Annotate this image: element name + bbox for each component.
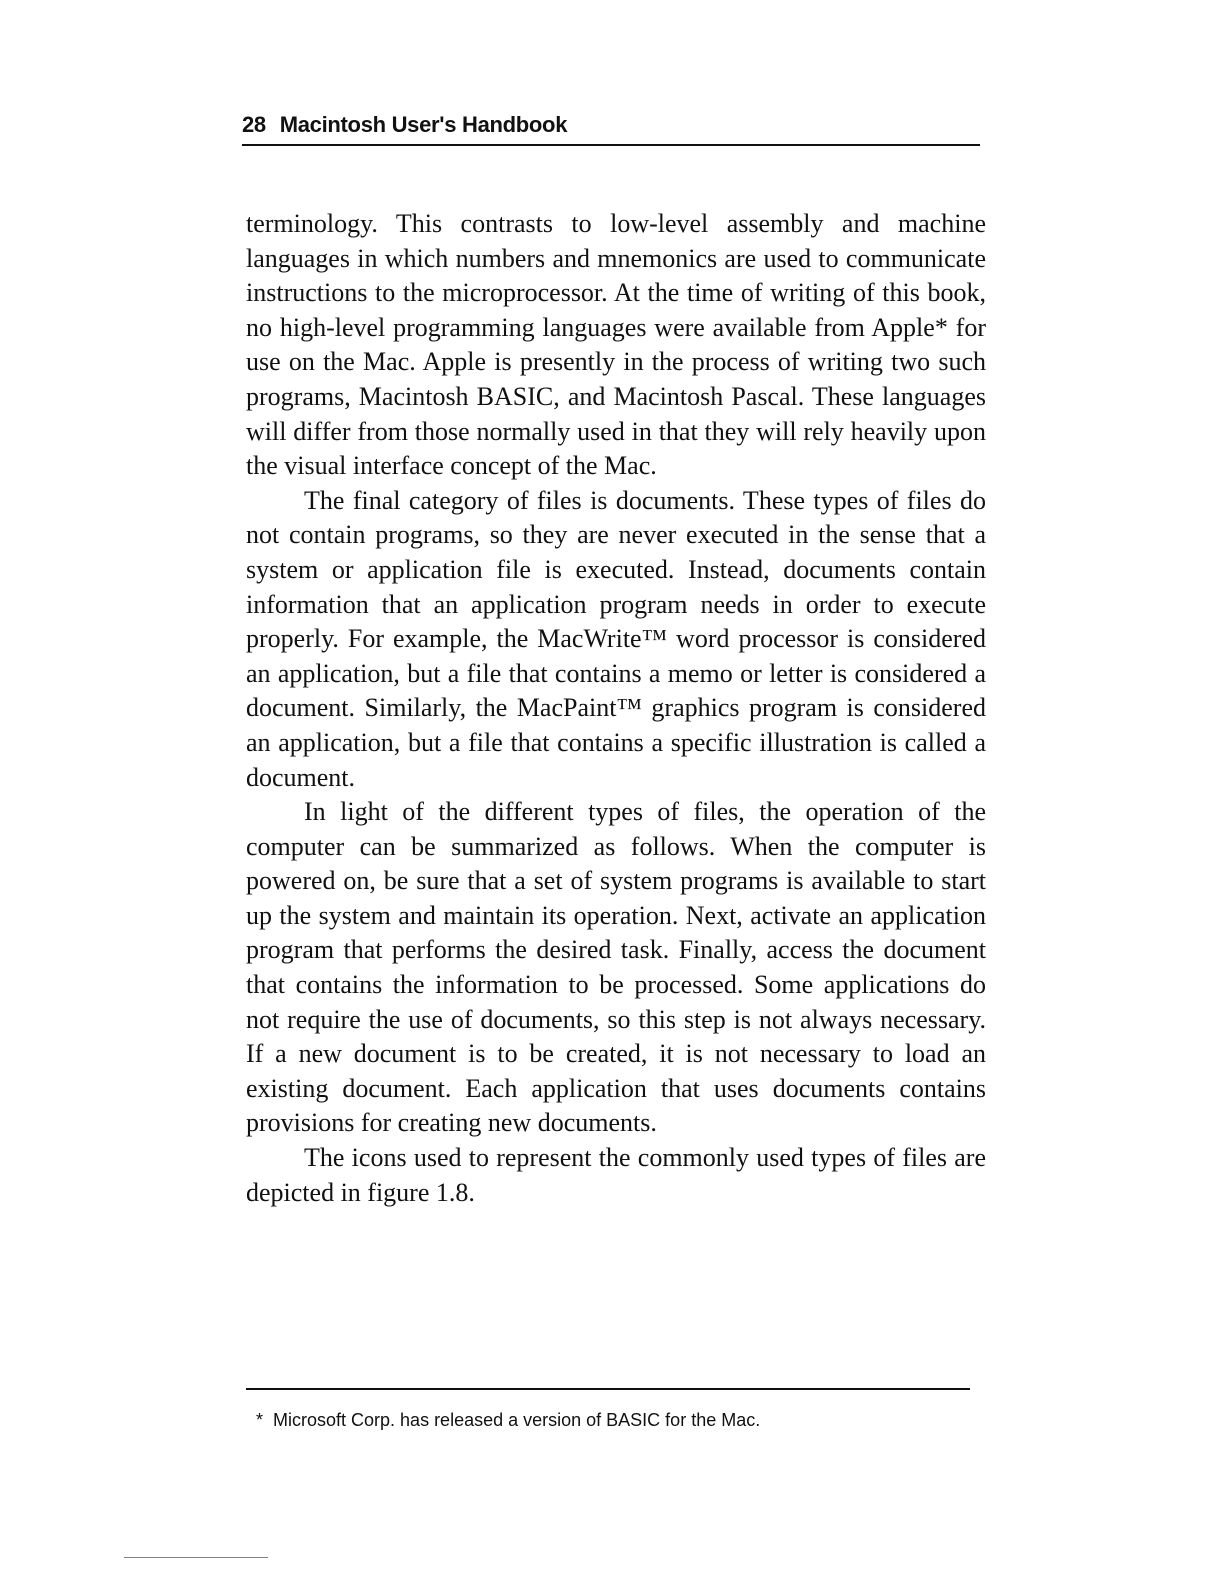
paragraph-documents: The final category of files is documents. These types of files do not contain programs, so they are never executed in the sense that a system or application file is executed. Instead, documents contain information that an application program needs in order to execute properly. For example, the MacWrite™ word processor is considered an application, but a file that contains a memo or letter is considered a document. Similarly, the MacPaint™ graphics program is considered an application, but a file that contains a specific illustration is called a document.: [246, 485, 986, 792]
scan-edge-line: [124, 1557, 268, 1558]
paragraph-icons: The icons used to represent the commonly used types of files are depicted in figure 1.8.: [246, 1143, 986, 1207]
footnote-text: Microsoft Corp. has released a version of BASIC for the Mac.: [273, 1410, 761, 1430]
footnote-divider: [246, 1388, 970, 1390]
running-header: [242, 112, 980, 146]
footnote: [256, 1408, 976, 1432]
paragraph-continuation: terminology. This contrasts to low-level assembly and machine languages in which numbers and mnemonics are used to communicate instructions to the microprocessor. At the time of writing of this book, no high-level programming languages were available from Apple* for use on the Mac. Apple is presently in the process of writing two such programs, Macintosh BASIC, and Macintosh Pascal. These languages will differ from those normally used in that they will rely heavily upon the visual interface concept of the Mac.: [246, 209, 986, 481]
book-title: Macintosh User's Handbook: [279, 112, 568, 137]
body-text: [246, 207, 986, 1210]
paragraph-operation: In light of the different types of files, the operation of the computer can be summarized as follows. When the computer is powered on, be sure that a set of system programs is available to start up the system and maintain its operation. Next, activate an application program that performs the desired task. Finally, access the document that contains the information to be processed. Some applications do not require the use of documents, so this step is not always necessary. If a new document is to be created, it is not necessary to load an existing document. Each application that uses documents contains provisions for creating new documents.: [246, 797, 986, 1138]
footnote-marker: *: [256, 1410, 264, 1430]
page-number: 28: [242, 112, 266, 137]
